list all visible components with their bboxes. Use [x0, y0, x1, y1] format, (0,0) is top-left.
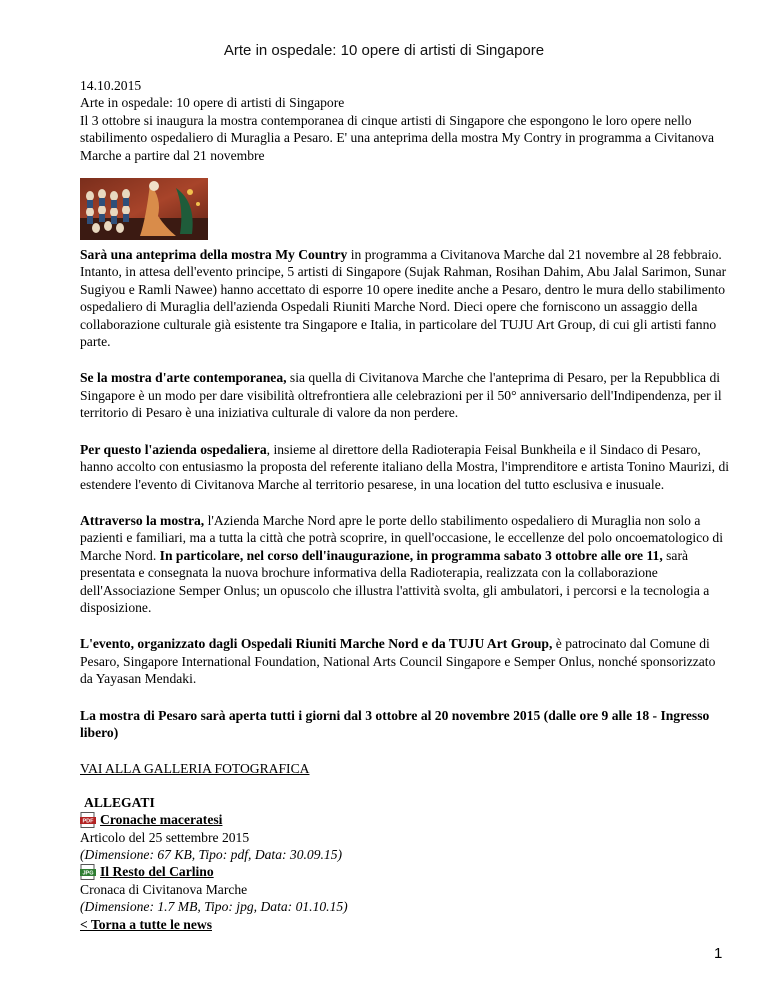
jpg-file-icon	[80, 864, 96, 880]
attachment-link-cronache[interactable]: Cronache maceratesi	[100, 812, 223, 828]
page-header-title: Arte in ospedale: 10 opere di artisti di Singapore	[223, 42, 545, 59]
attachment-item	[80, 811, 730, 828]
attachments-heading: ALLEGATI	[84, 794, 155, 810]
article-title: Arte in ospedale: 10 opere di artisti di Singapore	[80, 95, 345, 111]
pdf-file-icon	[80, 812, 96, 828]
back-to-news-link[interactable]: < Torna a tutte le news	[80, 916, 212, 932]
attachment-link-carlino[interactable]: Il Resto del Carlino	[100, 864, 214, 880]
gallery-link[interactable]: VAI ALLA GALLERIA FOTOGRAFICA	[80, 761, 310, 777]
attachment-description: Cronaca di Civitanova Marche	[80, 881, 248, 897]
article-body	[80, 77, 730, 933]
svg-text:PDF: PDF	[82, 818, 94, 825]
paragraph-5: L'evento, organizzato dagli Ospedali Riuniti Marche Nord e da TUJU Art Group, è patrocinato dal Comune di Pesaro, Singapore International Foundation, National Arts Council Singapore e Semper Onlus, nonché sponsorizzato da Yayasan Mendaki.	[80, 636, 716, 687]
attachment-description: Articolo del 25 settembre 2015	[80, 829, 250, 845]
attachment-meta: (Dimensione: 67 KB, Tipo: pdf, Data: 30.09.15)	[80, 847, 343, 862]
paragraph-1: Sarà una anteprima della mostra My Country in programma a Civitanova Marche dal 21 novembre al 28 febbraio. Intanto, in attesa dell'evento principe, 5 artisti di Singapore (Sujak Rahman, Rosihan Dahim, Abu Jalal Sarimon, Sunar Sugiyou e Ramli Nawee) hanno accettato di esporre 10 opere inedite anche a Pesaro, dentro le mura dello stabilimento ospedaliero di Muraglia dell'azienda Ospedali Riuniti Marche Nord. Dieci opere che forniscono un assaggio della collaborazione culturale già esistente tra Singapore e Italia, in particolare del TUJU Art Group, di cui gli artisti fanno parte.	[80, 247, 727, 350]
attachment-meta: (Dimensione: 1.7 MB, Tipo: jpg, Data: 01.10.15)	[80, 899, 348, 915]
paragraph-4: Attraverso la mostra, l'Azienda Marche Nord apre le porte dello stabilimento ospedaliero di Muraglia non solo a pazienti e familiari, ma a tutta la città che potrà scoprire, in quell'occasione, le eccellenze del polo oncoematologico di Marche Nord. In particolare, nel corso dell'inaugurazione, in programma sabato 3 ottobre alle ore 11, sarà presentata e consegnata la nuova brochure informativa della Radioterapia, realizzata con la collaborazione dell'Associazione Semper Onlus; un opuscolo che illustra l'attività svolta, gli ambulatori, i percorsi e la tecnologia a disposizione.	[80, 512, 723, 615]
article-intro: Il 3 ottobre si inaugura la mostra contemporanea di cinque artisti di Singapore che espongono le loro opere nello stabilimento ospedaliero di Muraglia a Pesaro. E' una anteprima della mostra My Contry in programma a Civitanova Marche a partire dal 21 novembre	[80, 112, 715, 163]
attachments-section	[80, 794, 730, 933]
paragraph-3: Per questo l'azienda ospedaliera, insieme al direttore della Radioterapia Feisal Bunkheila e il Sindaco di Pesaro, hanno accolto con entusiasmo la proposta del referente italiano della Mostra, l'imprenditore e artista Tonino Maurizi, di estendere l'evento di Civitanova Marche al territorio pesarese, in una location del tutto esclusiva e inusuale.	[80, 441, 730, 492]
paragraph-6: La mostra di Pesaro sarà aperta tutti i giorni dal 3 ottobre al 20 novembre 2015 (dalle ore 9 alle 18 - Ingresso libero)	[80, 707, 710, 740]
paragraph-2: Se la mostra d'arte contemporanea, sia quella di Civitanova Marche che l'anteprima di Pesaro, per la Repubblica di Singapore è un modo per dare visibilità oltrefrontiera alle celebrazioni per il 50° anniversario dell'Indipendenza, per il territorio di Pesaro è una iniziativa culturale di valore da non perdere.	[80, 370, 722, 421]
svg-text:JPG: JPG	[82, 870, 94, 877]
attachment-item	[80, 863, 730, 880]
page-number: 1	[714, 945, 723, 962]
artwork-photo	[80, 178, 208, 240]
article-date: 14.10.2015	[80, 78, 142, 93]
